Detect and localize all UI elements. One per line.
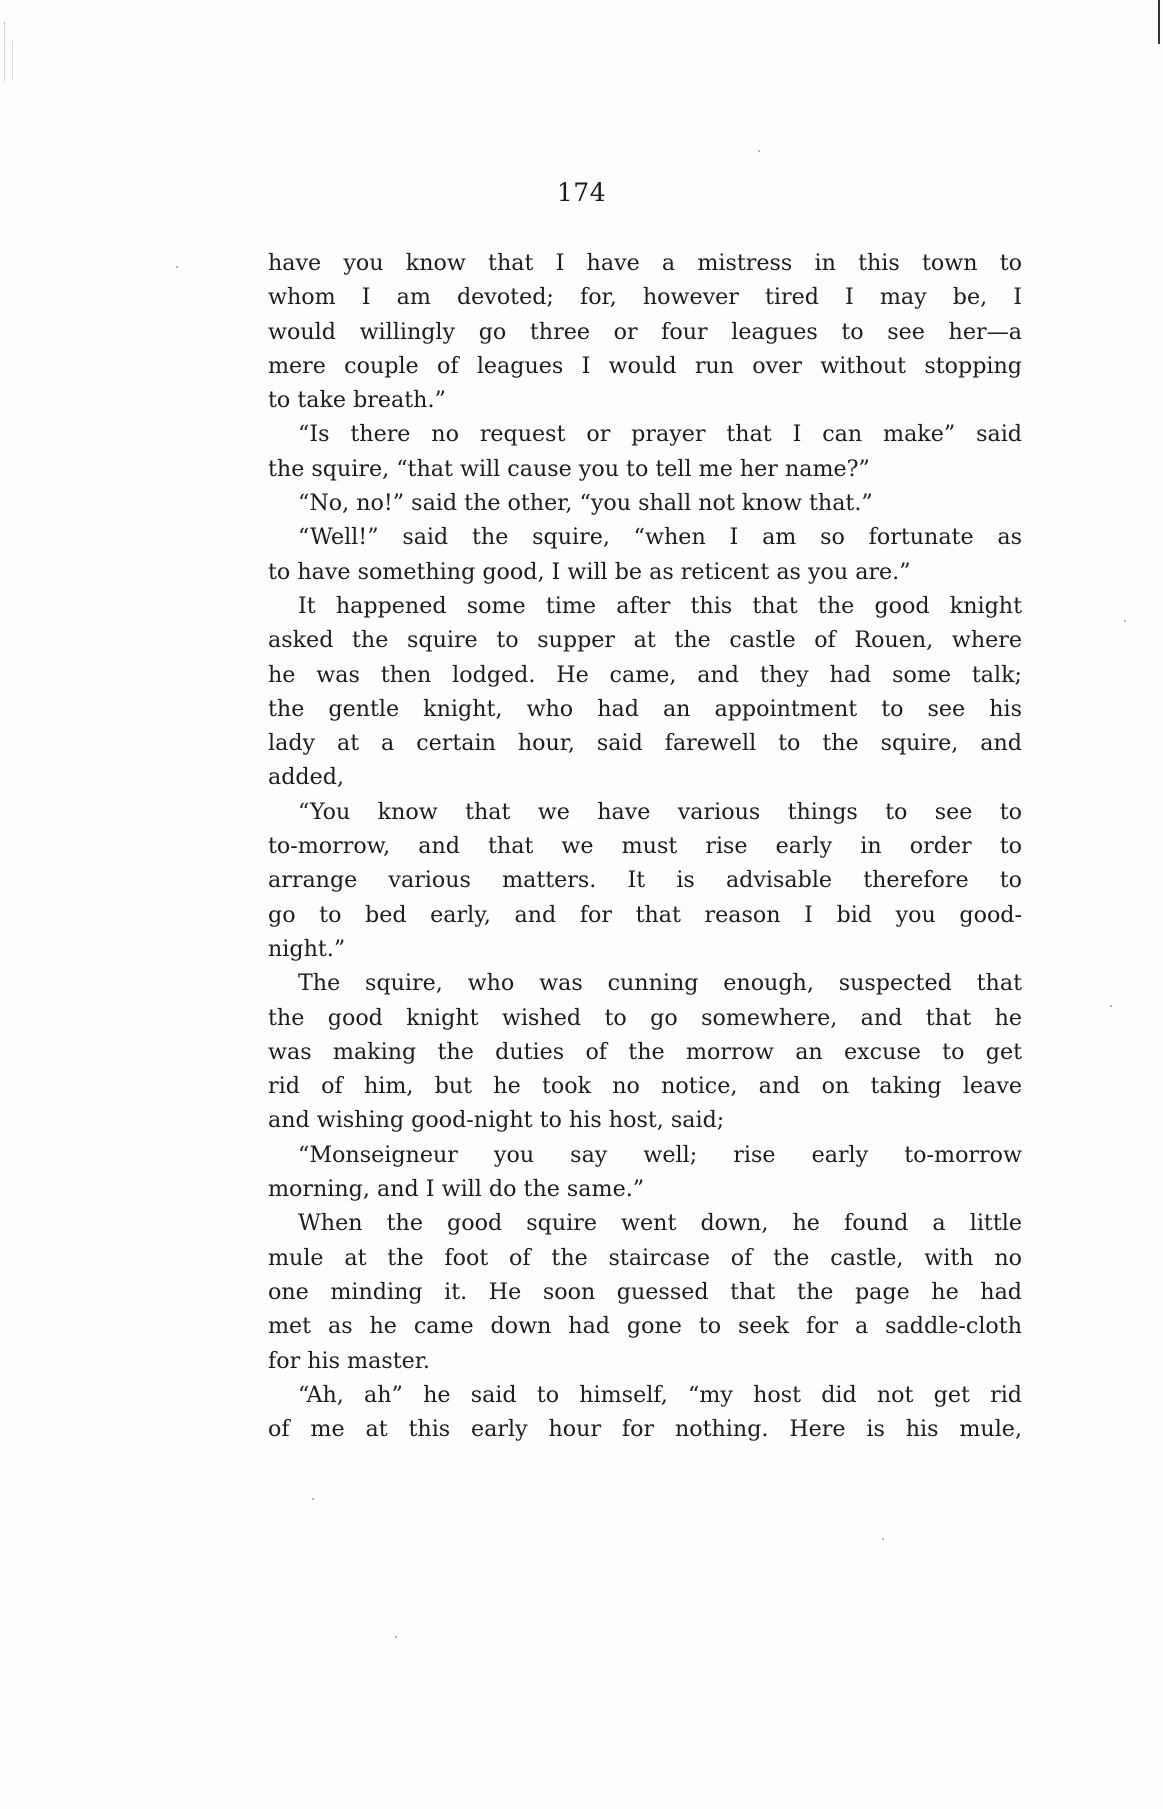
text-line: of me at this early hour for nothing. Here is his mule, <box>268 1416 1022 1443</box>
text-line: rid of him, but he took no notice, and on taking leave <box>268 1073 1022 1100</box>
text-line: arrange various matters. It is advisable therefore to <box>268 867 1022 894</box>
text-line: “Well!” said the squire, “when I am so fortunate as <box>298 524 1022 551</box>
text-line: lady at a certain hour, said farewell to the squire, and <box>268 730 1022 757</box>
text-line: morning, and I will do the same.” <box>268 1176 645 1203</box>
text-line: he was then lodged. He came, and they had some talk; <box>268 661 1022 688</box>
print-speck <box>758 150 760 152</box>
text-line: whom I am devoted; for, however tired I may be, I <box>268 284 1022 311</box>
text-line: added, <box>268 764 345 791</box>
text-line: and wishing good-night to his host, said; <box>268 1107 725 1134</box>
text-line: “Monseigneur you say well; rise early to-morrow <box>298 1141 1022 1168</box>
text-line: “You know that we have various things to see to <box>298 798 1022 825</box>
text-line: met as he came down had gone to seek for a saddle-cloth <box>268 1313 1022 1340</box>
text-line: asked the squire to supper at the castle of Rouen, where <box>268 627 1022 654</box>
text-line: It happened some time after this that the good knight <box>298 592 1022 619</box>
text-line: “Is there no request or prayer that I can make” said <box>298 421 1022 448</box>
scan-edge-mark <box>12 40 14 80</box>
text-line: night.” <box>268 935 346 962</box>
text-line: to have something good, I will be as reticent as you are.” <box>268 558 911 585</box>
text-line: The squire, who was cunning enough, suspected that <box>298 970 1022 997</box>
text-line: go to bed early, and for that reason I bid you good- <box>268 901 1022 928</box>
print-speck <box>395 1636 397 1638</box>
text-line: “No, no!” said the other, “you shall not know that.” <box>298 490 873 517</box>
text-line: mule at the foot of the staircase of the castle, with no <box>268 1244 1022 1271</box>
text-line: the squire, “that will cause you to tell me her name?” <box>268 455 870 482</box>
text-line: one minding it. He soon guessed that the page he had <box>268 1278 1022 1305</box>
print-speck <box>312 1498 314 1500</box>
text-line: for his master. <box>268 1347 430 1374</box>
text-line: mere couple of leagues I would run over without stopping <box>268 352 1022 379</box>
scan-edge-mark <box>1158 0 1160 44</box>
scan-edge-mark <box>4 22 6 82</box>
print-speck <box>1124 620 1126 622</box>
print-speck <box>1110 1005 1112 1007</box>
text-line: the gentle knight, who had an appointment to see his <box>268 695 1022 722</box>
text-line: to-morrow, and that we must rise early in order to <box>268 833 1022 860</box>
body-text <box>268 246 1022 1446</box>
text-line: When the good squire went down, he found a little <box>298 1210 1022 1237</box>
text-line: was making the duties of the morrow an excuse to get <box>268 1038 1022 1065</box>
text-line: would willingly go three or four leagues to see her—a <box>268 318 1022 345</box>
print-speck <box>176 266 178 268</box>
text-line: the good knight wished to go somewhere, and that he <box>268 1004 1022 1031</box>
text-line: to take breath.” <box>268 387 446 414</box>
print-speck <box>882 1538 884 1540</box>
text-line: have you know that I have a mistress in this town to <box>268 250 1022 276</box>
page-number: 174 <box>556 178 607 207</box>
text-line: “Ah, ah” he said to himself, “my host did not get rid <box>298 1381 1022 1408</box>
